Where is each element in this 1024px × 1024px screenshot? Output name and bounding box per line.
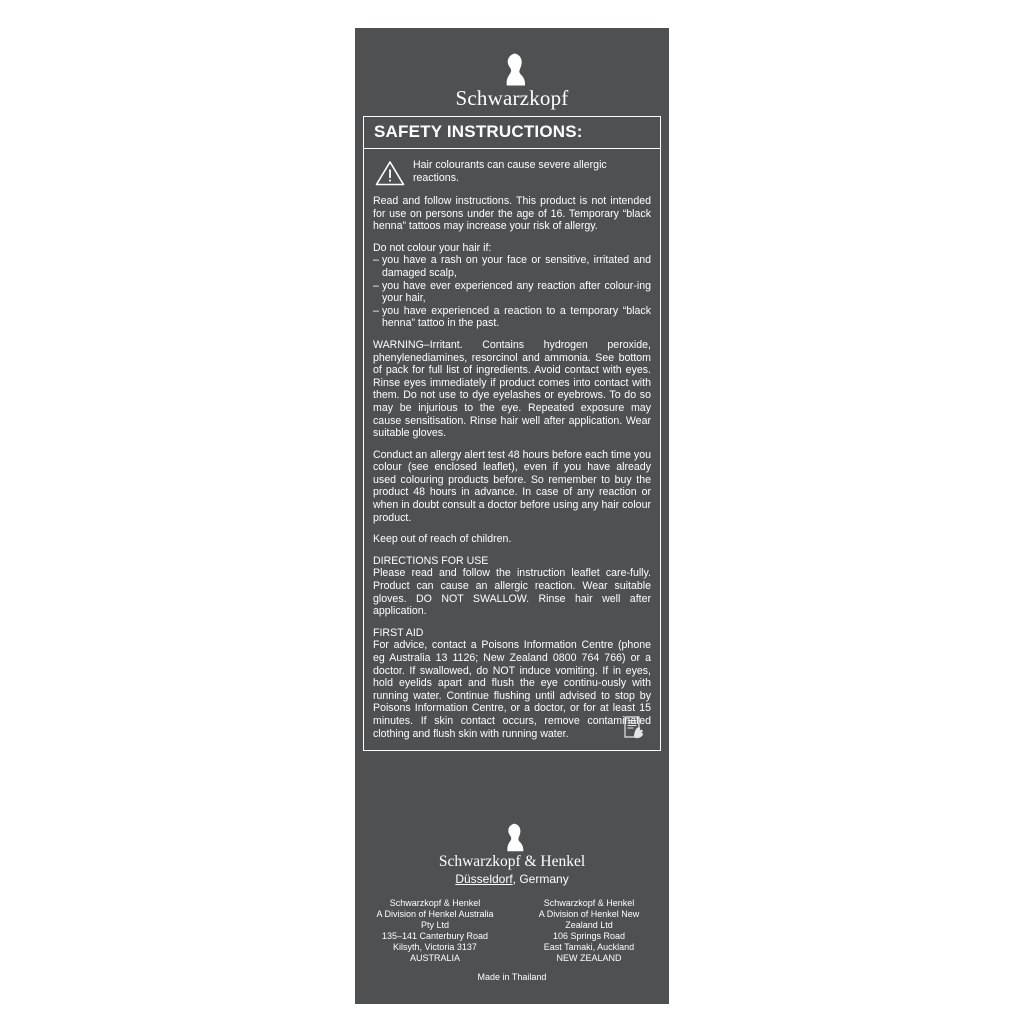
address-new-zealand: [523, 898, 655, 964]
address-line: AUSTRALIA: [409, 953, 460, 963]
manufacturer-footer: [355, 822, 669, 982]
address-line: Schwarzkopf & Henkel: [543, 898, 635, 908]
safety-instructions-box: [363, 116, 661, 751]
safety-instructions-title: SAFETY INSTRUCTIONS:: [364, 117, 660, 149]
company-name: Schwarzkopf & Henkel: [438, 853, 586, 870]
address-columns: [355, 898, 669, 964]
product-packaging-panel: [355, 28, 669, 1004]
address-line: East Tamaki, Auckland: [543, 942, 635, 952]
made-in-label: Made in Thailand: [477, 972, 547, 982]
first-aid-heading: FIRST AID: [373, 626, 424, 639]
warning-triangle-icon: [375, 160, 405, 186]
list-item: – you have ever experienced any reaction after colour-ing your hair,: [373, 280, 651, 305]
address-line: Schwarzkopf & Henkel: [389, 898, 481, 908]
safety-paragraph-warning-irritant: WARNING–Irritant. Contains hydrogen peroxide, phenylenediamines, resorcinol and ammonia. See bottom of pack for full list of ingredients. Avoid contact with eyes. Rinse eyes immediately if product comes into contact with them. Do not use to dye eyelashes or eyebrows. To do so may be injurious to the eye. Repeated exposure may cause sensitisation. Rinse hair well after application. Wear suitable gloves.: [373, 338, 651, 440]
address-line: A Division of Henkel Australia Pty Ltd: [376, 909, 494, 930]
allergy-warning-text: Hair colourants can cause severe allergic reactions.: [413, 159, 607, 184]
allergy-warning-row: [375, 159, 651, 186]
address-line: NEW ZEALAND: [556, 953, 622, 963]
list-item: – you have experienced a reaction to a temporary “black henna” tattoo in the past.: [373, 305, 651, 330]
do-not-colour-list: [373, 254, 651, 330]
woman-silhouette-icon: [499, 822, 525, 852]
read-leaflet-hand-icon: [622, 714, 648, 740]
directions-for-use-heading: DIRECTIONS FOR USE: [373, 554, 489, 567]
safety-instructions-body: [364, 149, 660, 750]
company-city: Düsseldorf: [455, 872, 513, 886]
address-line: 135–141 Canterbury Road: [381, 931, 489, 941]
company-city-line: [355, 872, 669, 886]
directions-for-use-text: Please read and follow the instruction leaflet care-fully. Product can cause an allergic reaction. Wear suitable gloves. DO NOT SWALLOW. Rinse hair well after application.: [373, 567, 651, 618]
address-line: A Division of Henkel New Zealand Ltd: [538, 909, 640, 930]
list-item: – you have a rash on your face or sensitive, irritated and damaged scalp,: [373, 254, 651, 279]
first-aid-text: For advice, contact a Poisons Information Centre (phone eg Australia 13 1126; New Zealand 0800 764 766) or a doctor. If swallowed, do NOT induce vomiting. If in eyes, hold eyelids apart and flush the eye continu-ously with running water. Continue flushing until advised to stop by Poisons Information Centre, or a doctor, or for at least 15 minutes. If skin contact occurs, remove contaminated clothing and flush skin with running water.: [373, 639, 651, 740]
safety-paragraph-allergy-alert-test: Conduct an allergy alert test 48 hours before each time you colour (see enclosed leaflet), even if you have already used colouring products before. So remember to buy the product 48 hours in advance. In case of any reaction or when in doubt consult a doctor before using any hair colour product.: [373, 448, 651, 524]
brand-header: [355, 28, 669, 109]
safety-paragraph-keep-out-of-reach: Keep out of reach of children.: [373, 533, 512, 546]
address-line: 106 Springs Road: [552, 931, 626, 941]
address-australia: [369, 898, 501, 964]
company-country: , Germany: [512, 872, 569, 886]
do-not-colour-heading: Do not colour your hair if:: [373, 241, 492, 254]
woman-silhouette-icon: [497, 52, 527, 86]
address-line: Kilsyth, Victoria 3137: [393, 942, 477, 952]
safety-paragraph-intro: Read and follow instructions. This product is not intended for use on persons under the age of 16. Temporary “black henna” tattoos may increase your risk of allergy.: [373, 195, 651, 233]
brand-wordmark: Schwarzkopf: [455, 86, 569, 110]
